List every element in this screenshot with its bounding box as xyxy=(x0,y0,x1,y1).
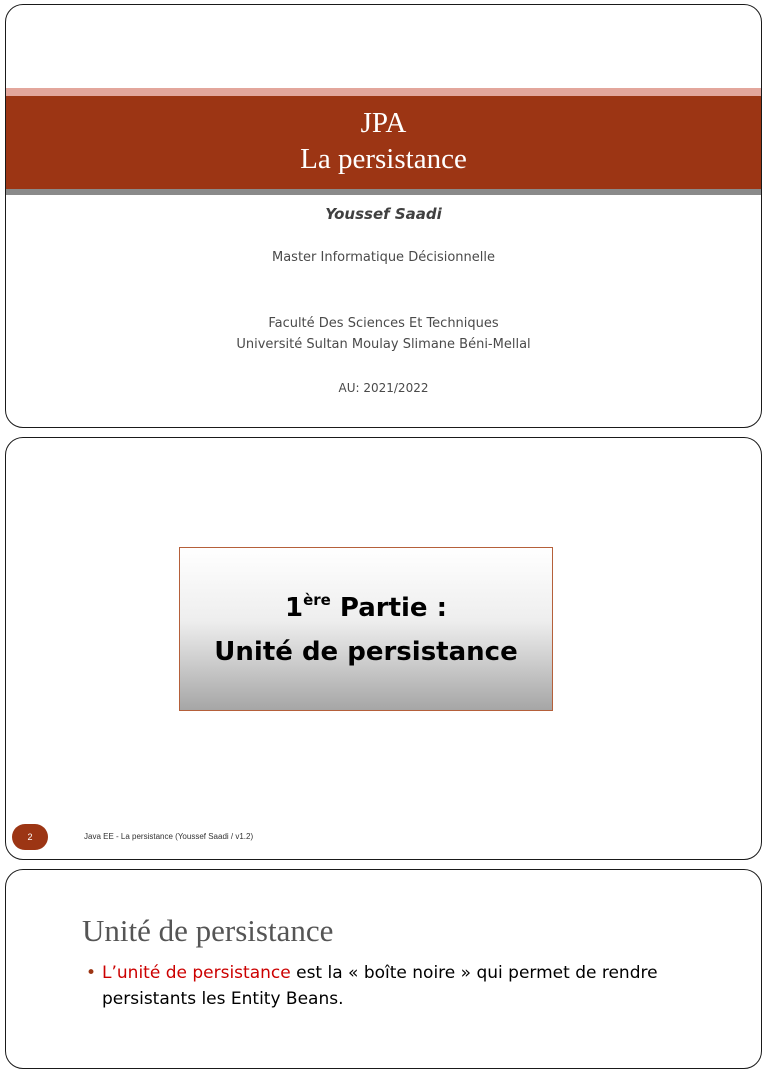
title-line-2: La persistance xyxy=(300,143,467,175)
title-band xyxy=(6,96,761,189)
academic-year: AU: 2021/2022 xyxy=(338,381,429,395)
section-slide xyxy=(5,437,762,860)
title-band-top-stripe xyxy=(6,88,761,96)
program-name: Master Informatique Décisionnelle xyxy=(271,250,495,265)
title-slide xyxy=(5,4,762,428)
slide-number-badge: 2 xyxy=(12,824,48,850)
university-name: Université Sultan Moulay Slimane Béni-Mellal xyxy=(236,337,531,352)
bullet-item xyxy=(86,960,706,1012)
part-word: Partie : xyxy=(330,593,448,623)
slide-footer: Java EE - La persistance (Youssef Saadi / v1.2) xyxy=(84,832,254,841)
bullet-marker: • xyxy=(86,963,97,983)
title-line-1: JPA xyxy=(360,107,407,139)
content-slide-title: Unité de persistance xyxy=(82,913,334,948)
section-title-box xyxy=(179,547,553,711)
bullet-highlight: L’unité de persistance xyxy=(102,963,291,983)
title-band-bottom-stripe xyxy=(6,189,761,195)
section-part-label xyxy=(180,591,552,623)
part-number: 1 xyxy=(284,593,304,623)
content-slide xyxy=(5,869,762,1069)
part-superscript: ère xyxy=(303,591,331,609)
section-title: Unité de persistance xyxy=(214,637,518,667)
faculty-name: Faculté Des Sciences Et Techniques xyxy=(268,316,499,331)
bullet-text: est la « boîte noire » qui permet de rendre xyxy=(290,963,658,983)
author-name: Youssef Saadi xyxy=(325,205,442,223)
bullet-text-continued: persistants les Entity Beans. xyxy=(102,989,344,1009)
